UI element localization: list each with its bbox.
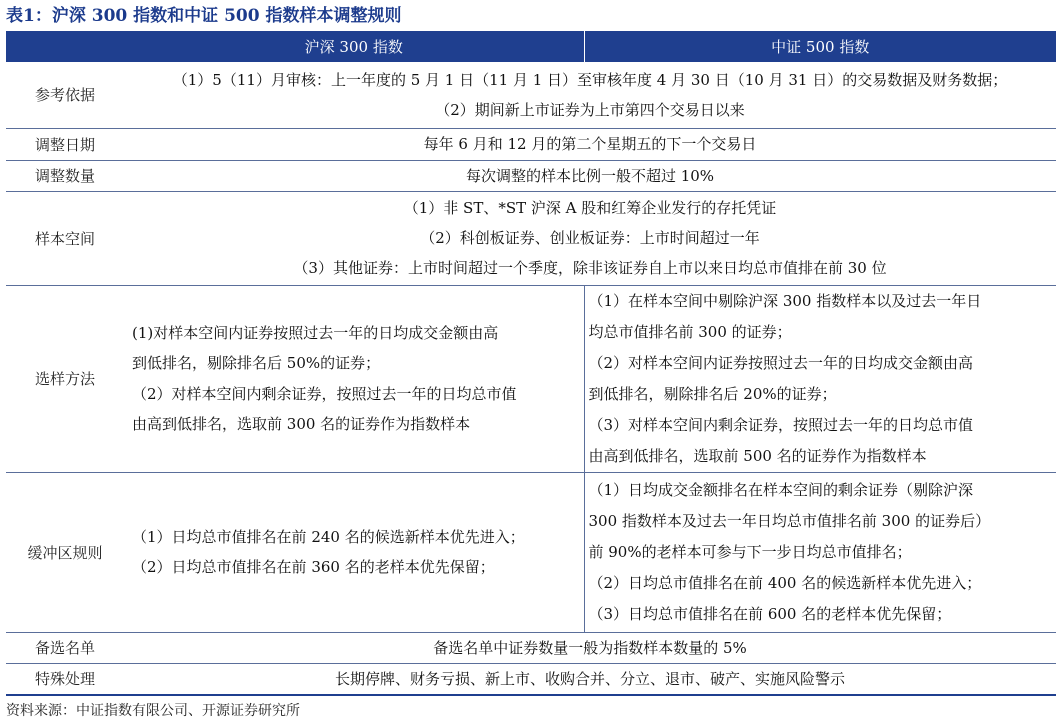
alternates-cell: 备选名单中证券数量一般为指数样本数量的 5% — [433, 638, 747, 657]
space-line-3: （3）其他证券：上市时间超过一个季度，除非该证券自上市以来日均总市值排在前 30 位 — [293, 259, 887, 277]
buffer-hs300-cell — [124, 472, 584, 632]
row-label-alternates: 备选名单 — [34, 639, 95, 657]
row-date — [6, 128, 1056, 160]
method-hs300-line: 由高到低排名，选取前 300 名的证券作为指数样本 — [132, 415, 471, 433]
buffer-hs300-line: （1）日均总市值排名在前 240 名的候选新样本优先进入； — [132, 527, 525, 546]
method-hs300-line: 到低排名，剔除排名后 50%的证券； — [132, 354, 381, 372]
row-count — [6, 160, 1056, 191]
method-zz500-line: （1）在样本空间中剔除沪深 300 指数样本以及过去一年日 — [588, 291, 982, 310]
method-zz500-line: 均总市值排名前 300 的证券； — [588, 322, 792, 341]
buffer-hs300-line: （2）日均总市值排名在前 360 名的老样本优先保留； — [132, 558, 495, 576]
date-cell: 每年 6 月和 12 月的第二个星期五的下一个交易日 — [423, 135, 757, 153]
row-alternates — [6, 632, 1056, 663]
method-hs300-line: （2）对样本空间内剩余证券，按照过去一年的日均总市值 — [132, 384, 517, 403]
basis-line-2: （2）期间新上市证券为上市第四个交易日以来 — [435, 100, 745, 119]
row-special — [6, 663, 1056, 695]
row-space — [6, 191, 1056, 285]
basis-line-1: （1）5（11）月审核：上一年度的 5 月 1 日（11 月 1 日）至审核年度 4 月 30 日（10 月 31 日）的交易数据及财务数据； — [172, 70, 1008, 89]
row-basis — [6, 62, 1056, 128]
count-cell: 每次调整的样本比例一般不超过 10% — [465, 166, 715, 185]
space-cell — [124, 191, 1056, 285]
buffer-zz500-cell — [584, 472, 1056, 632]
buffer-zz500-line: 前 90%的老样本可参与下一步日均总市值排名； — [588, 542, 912, 561]
method-zz500-line: （3）对样本空间内剩余证券，按照过去一年的日均总市值 — [588, 415, 974, 434]
header-zz500: 中证 500 指数 — [584, 31, 1056, 62]
method-zz500-line: （2）对样本空间内证券按照过去一年的日均成交金额由高 — [588, 353, 974, 372]
row-label-special: 特殊处理 — [34, 670, 95, 689]
space-line-1: （1）非 ST、*ST 沪深 A 股和红筹企业发行的存托凭证 — [403, 199, 777, 217]
method-zz500-cell — [584, 285, 1056, 472]
method-hs300-cell — [124, 285, 584, 472]
row-label-method: 选样方法 — [34, 370, 95, 388]
row-label-basis: 参考依据 — [34, 86, 95, 105]
index-rules-table — [6, 31, 1056, 696]
buffer-zz500-line: （1）日均成交金额排名在样本空间的剩余证券（剔除沪深 — [588, 480, 974, 499]
method-zz500-line: 由高到低排名，选取前 500 名的证券作为指数样本 — [588, 446, 927, 465]
row-buffer — [6, 472, 1056, 632]
row-label-date: 调整日期 — [34, 135, 95, 154]
space-line-2: （2）科创板证券、创业板证券：上市时间超过一年 — [420, 229, 760, 247]
table-title: 表1：沪深 300 指数和中证 500 指数样本调整规则 — [6, 6, 402, 26]
row-label-buffer: 缓冲区规则 — [27, 543, 103, 562]
buffer-zz500-line: （2）日均总市值排名在前 400 名的候选新样本优先进入； — [588, 573, 982, 592]
method-hs300-line: (1)对样本空间内证券按照过去一年的日均成交金额由高 — [132, 323, 499, 342]
table-header-row — [6, 31, 1056, 62]
header-hs300: 沪深 300 指数 — [124, 31, 584, 62]
buffer-zz500-line: （3）日均总市值排名在前 600 名的老样本优先保留； — [588, 604, 952, 623]
basis-cell — [124, 62, 1056, 128]
method-zz500-line: 到低排名，剔除排名后 20%的证券； — [588, 384, 837, 403]
row-method — [6, 285, 1056, 472]
buffer-zz500-line: 300 指数样本及过去一年日均总市值排名前 300 的证券后） — [588, 511, 991, 530]
row-label-count: 调整数量 — [34, 167, 95, 185]
special-cell: 长期停牌、财务亏损、新上市、收购合并、分立、退市、破产、实施风险警示 — [334, 669, 845, 688]
header-blank — [6, 31, 124, 62]
row-label-space: 样本空间 — [34, 229, 95, 248]
source-note: 资料来源：中证指数有限公司、开源证券研究所 — [6, 703, 300, 719]
